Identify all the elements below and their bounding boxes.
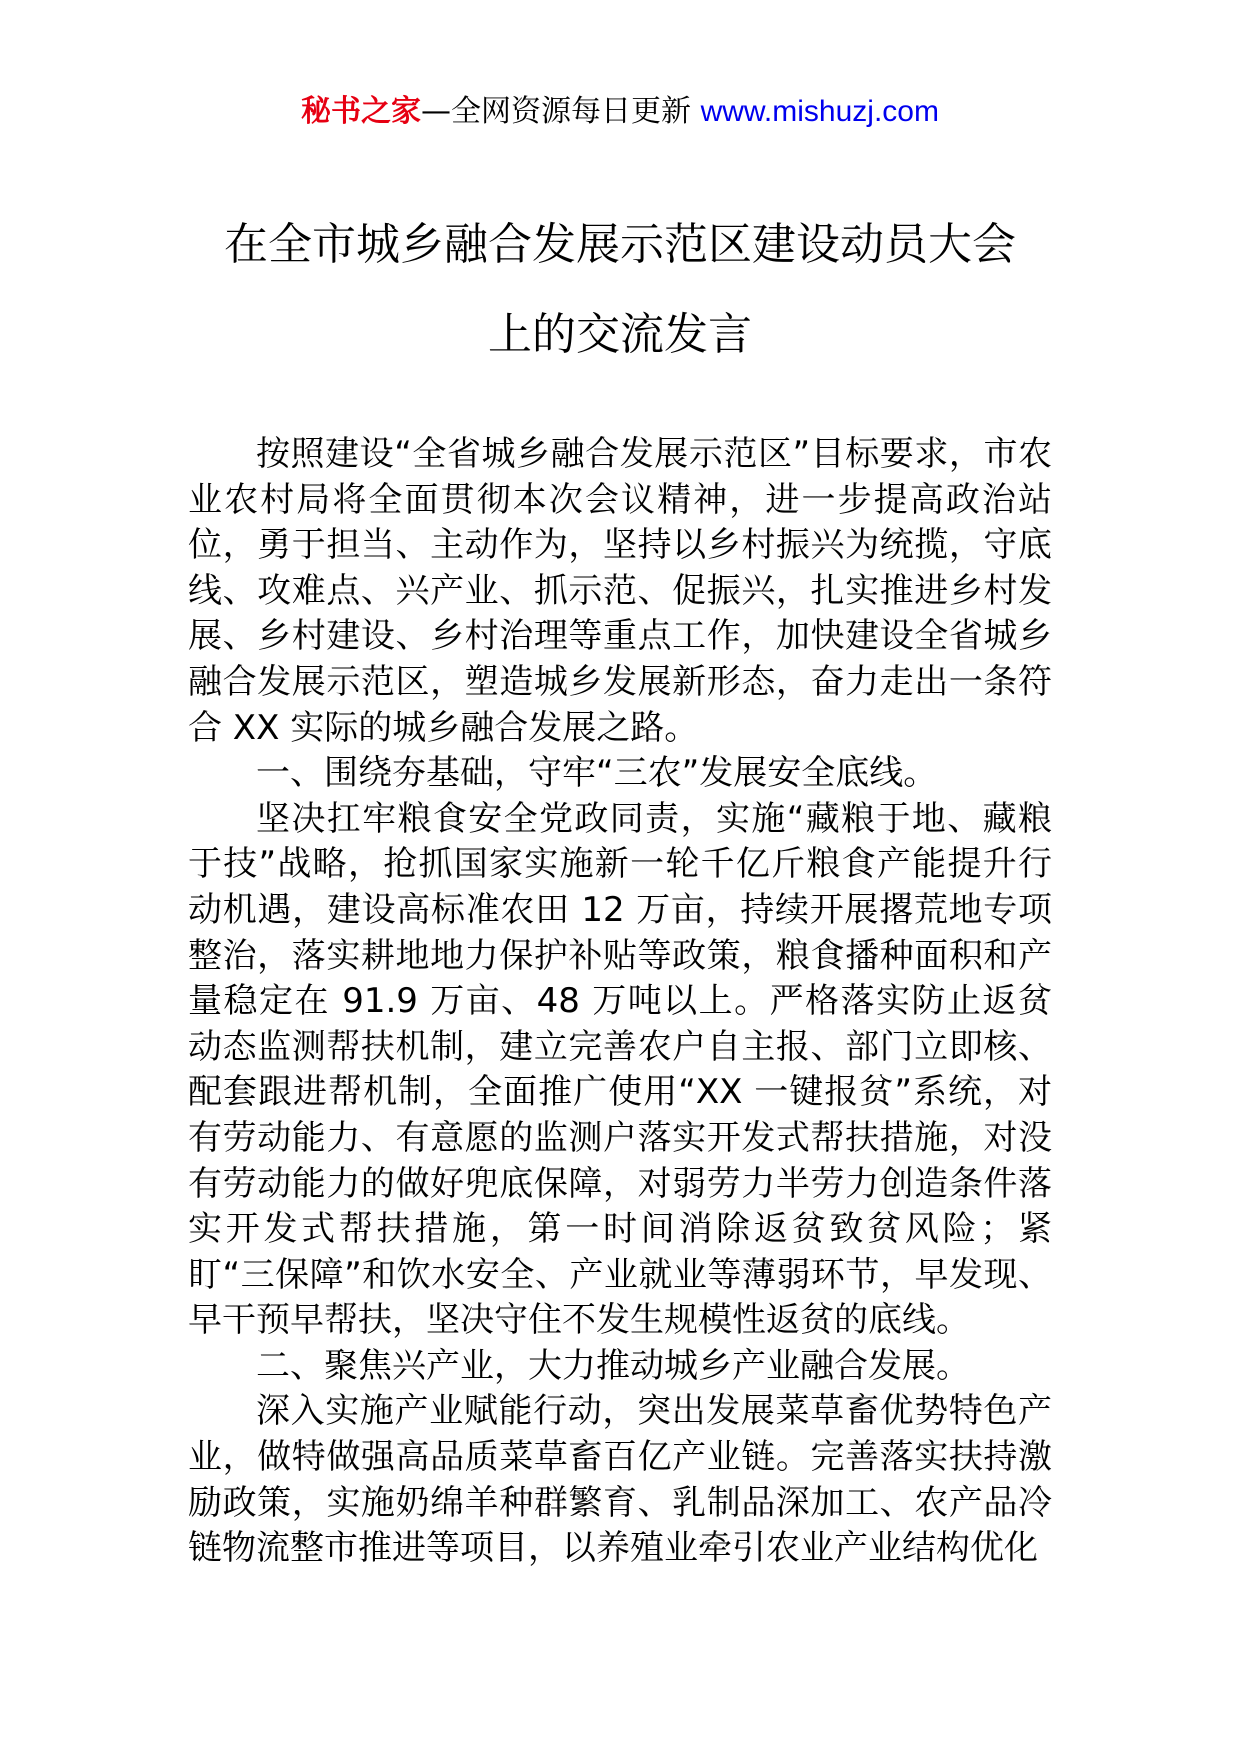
title-line-2: 上的交流发言 bbox=[488, 309, 752, 360]
brand-name: 秘书之家 bbox=[301, 94, 422, 129]
title-line-1: 在全市城乡融合发展示范区建设动员大会 bbox=[224, 219, 1016, 270]
section-2-paragraph: 深入实施产业赋能行动，突出发展菜草畜优势特色产业，做特做强高品质菜草畜百亿产业链。完善落实扶持激励政策，实施奶绵羊种群繁育、乳制品深加工、农产品冷链物流整市推进等项目，以养殖业牵引农业产业结构优化 bbox=[188, 1391, 1052, 1569]
document-title bbox=[150, 200, 1090, 380]
section-heading-1: 一、围绕夯基础，守牢“三农”发展安全底线。 bbox=[256, 753, 938, 794]
section-heading-2: 二、聚焦兴产业，大力推动城乡产业融合发展。 bbox=[256, 1345, 970, 1386]
document-body bbox=[188, 432, 1052, 1572]
site-url-link[interactable]: www.mishuzj.com bbox=[700, 95, 939, 128]
page-header bbox=[0, 92, 1240, 132]
header-slogan: —全网资源每日更新 bbox=[421, 94, 701, 129]
intro-paragraph: 按照建设“全省城乡融合发展示范区”目标要求，市农业农村局将全面贯彻本次会议精神，进一步提高政治站位，勇于担当、主动作为，坚持以乡村振兴为统揽，守底线、攻难点、兴产业、抓示范、促振兴，扎实推进乡村发展、乡村建设、乡村治理等重点工作，加快建设全省城乡融合发展示范区，塑造城乡发展新形态，奋力走出一条符合 XX 实际的城乡融合发展之路。 bbox=[188, 434, 1052, 748]
section-1-paragraph: 坚决扛牢粮食安全党政同责，实施“藏粮于地、藏粮于技”战略，抢抓国家实施新一轮千亿斤粮食产能提升行动机遇，建设高标准农田 12 万亩，持续开展撂荒地专项整治，落实耕地地力保护补贴等政策，粮食播种面积和产量稳定在 91.9 万亩、48 万吨以上。严格落实防止返贫动态监测帮扶机制，建立完善农户自主报、部门立即核、配套跟进帮机制，全面推广使用“XX 一键报贫”系统，对有劳动能力、有意愿的监测户落实开发式帮扶措施，对没有劳动能力的做好兜底保障，对弱劳力半劳力创造条件落实开发式帮扶措施，第一时间消除返贫致贫风险；紧盯“三保障”和饮水安全、产业就业等薄弱环节，早发现、早干预早帮扶，坚决守住不发生规模性返贫的底线。 bbox=[188, 798, 1052, 1341]
